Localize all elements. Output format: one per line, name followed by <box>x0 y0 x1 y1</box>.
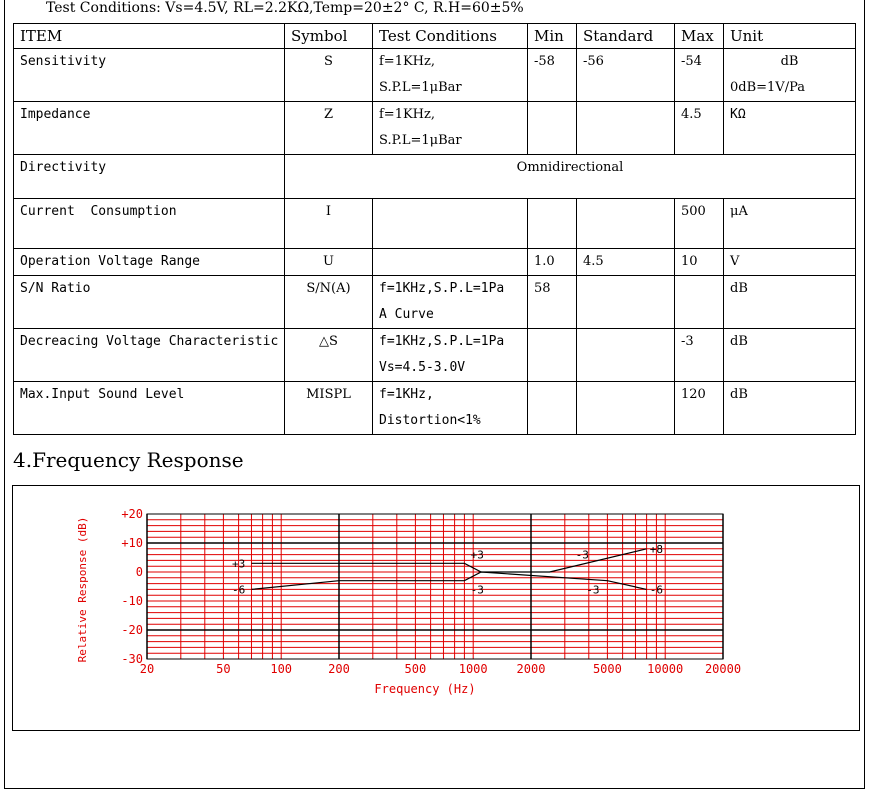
table-row <box>14 155 856 199</box>
cell-max: -54 <box>675 49 724 102</box>
y-tick-label: -20 <box>121 623 143 637</box>
cell-item: Current Consumption <box>14 199 285 249</box>
cell-min: 1.0 <box>528 249 577 276</box>
cell-conditions <box>373 249 528 276</box>
cell-max: 10 <box>675 249 724 276</box>
cell-standard <box>577 382 675 435</box>
x-tick-label: 10000 <box>647 662 684 676</box>
table-row <box>14 199 856 249</box>
cell-unit: dB <box>724 276 856 329</box>
y-tick-label: -10 <box>121 594 143 608</box>
cell-unit: V <box>724 249 856 276</box>
x-tick-label: 5000 <box>592 662 622 676</box>
header-symbol: Symbol <box>285 24 373 49</box>
x-tick-label: 50 <box>216 662 231 676</box>
test-conditions: Test Conditions: Vs=4.5V, RL=2.2KΩ,Temp=20±2° C, R.H=60±5% <box>46 0 524 16</box>
cell-conditions: f=1KHz, Distortion<1% <box>373 382 528 435</box>
header-test-conditions: Test Conditions <box>373 24 528 49</box>
cell-conditions <box>373 199 528 249</box>
header-min: Min <box>528 24 577 49</box>
cell-item: Operation Voltage Range <box>14 249 285 276</box>
cell-max: 4.5 <box>675 102 724 155</box>
cell-max <box>675 276 724 329</box>
cell-symbol: I <box>285 199 373 249</box>
limit-annotation: -6 <box>649 583 664 597</box>
y-tick-label: -30 <box>121 652 143 666</box>
y-tick-label: 0 <box>135 565 143 579</box>
limit-annotation: -3 <box>575 548 589 562</box>
cell-unit: dB <box>724 382 856 435</box>
cell-item: Decreacing Voltage Characteristic <box>14 329 285 382</box>
cell-symbol: U <box>285 249 373 276</box>
cell-item: Directivity <box>14 155 285 199</box>
cell-item: Max.Input Sound Level <box>14 382 285 435</box>
y-axis-label: Relative Response (dB) <box>76 516 89 663</box>
limit-annotation: -3 <box>586 583 600 597</box>
table-row <box>14 49 856 102</box>
x-tick-label: 20 <box>139 662 155 676</box>
x-tick-label: 500 <box>404 662 427 676</box>
x-tick-label: 200 <box>328 662 350 676</box>
header-max: Max <box>675 24 724 49</box>
section-title: 4.Frequency Response <box>13 448 244 472</box>
cell-unit: dB <box>724 329 856 382</box>
cell-min <box>528 102 577 155</box>
cell-conditions: f=1KHz,S.P.L=1Pa Vs=4.5-3.0V <box>373 329 528 382</box>
cell-max: 500 <box>675 199 724 249</box>
cell-unit: μA <box>724 199 856 249</box>
cell-item: S/N Ratio <box>14 276 285 329</box>
cell-standard: 4.5 <box>577 249 675 276</box>
header-item: ITEM <box>14 24 285 49</box>
cell-standard <box>577 102 675 155</box>
limit-annotation: +8 <box>649 542 664 556</box>
table-row <box>14 249 856 276</box>
table-row <box>14 102 856 155</box>
cell-min <box>528 199 577 249</box>
x-tick-label: 2000 <box>516 662 546 676</box>
cell-min <box>528 329 577 382</box>
cell-standard: -56 <box>577 49 675 102</box>
cell-unit: dB 0dB=1V/Pa <box>724 49 856 102</box>
cell-conditions: f=1KHz, S.P.L=1μBar <box>373 49 528 102</box>
cell-min: 58 <box>528 276 577 329</box>
header-unit: Unit <box>724 24 856 49</box>
cell-symbol: S <box>285 49 373 102</box>
cell-symbol: Z <box>285 102 373 155</box>
x-axis-label: Frequency (Hz) <box>374 682 476 696</box>
table-header-row <box>14 24 856 49</box>
cell-max: 120 <box>675 382 724 435</box>
x-tick-label: 20000 <box>704 662 742 676</box>
cell-min <box>528 382 577 435</box>
cell-item: Impedance <box>14 102 285 155</box>
x-tick-label: 1000 <box>458 662 488 676</box>
cell-directivity-value: Omnidirectional <box>285 155 856 199</box>
table-row <box>14 382 856 435</box>
table-row <box>14 329 856 382</box>
y-tick-label: +10 <box>121 536 143 550</box>
table-row <box>14 276 856 329</box>
cell-symbol: MISPL <box>285 382 373 435</box>
header-standard: Standard <box>577 24 675 49</box>
limit-annotation: -3 <box>470 583 484 597</box>
cell-standard <box>577 276 675 329</box>
frequency-response-chart <box>13 486 859 730</box>
cell-conditions: f=1KHz, S.P.L=1μBar <box>373 102 528 155</box>
limit-annotation: +3 <box>231 557 246 571</box>
cell-conditions: f=1KHz,S.P.L=1Pa A Curve <box>373 276 528 329</box>
cell-unit: KΩ <box>724 102 856 155</box>
spec-table <box>13 23 856 435</box>
cell-min: -58 <box>528 49 577 102</box>
cell-symbol: S/N(A) <box>285 276 373 329</box>
frequency-response-chart-box <box>12 485 860 731</box>
limit-annotation: +3 <box>470 548 484 562</box>
x-tick-label: 100 <box>270 662 293 676</box>
limit-annotation: -6 <box>231 583 246 597</box>
cell-standard <box>577 199 675 249</box>
cell-max: -3 <box>675 329 724 382</box>
y-tick-label: +20 <box>121 507 143 521</box>
cell-symbol: △S <box>285 329 373 382</box>
cell-item: Sensitivity <box>14 49 285 102</box>
cell-standard <box>577 329 675 382</box>
